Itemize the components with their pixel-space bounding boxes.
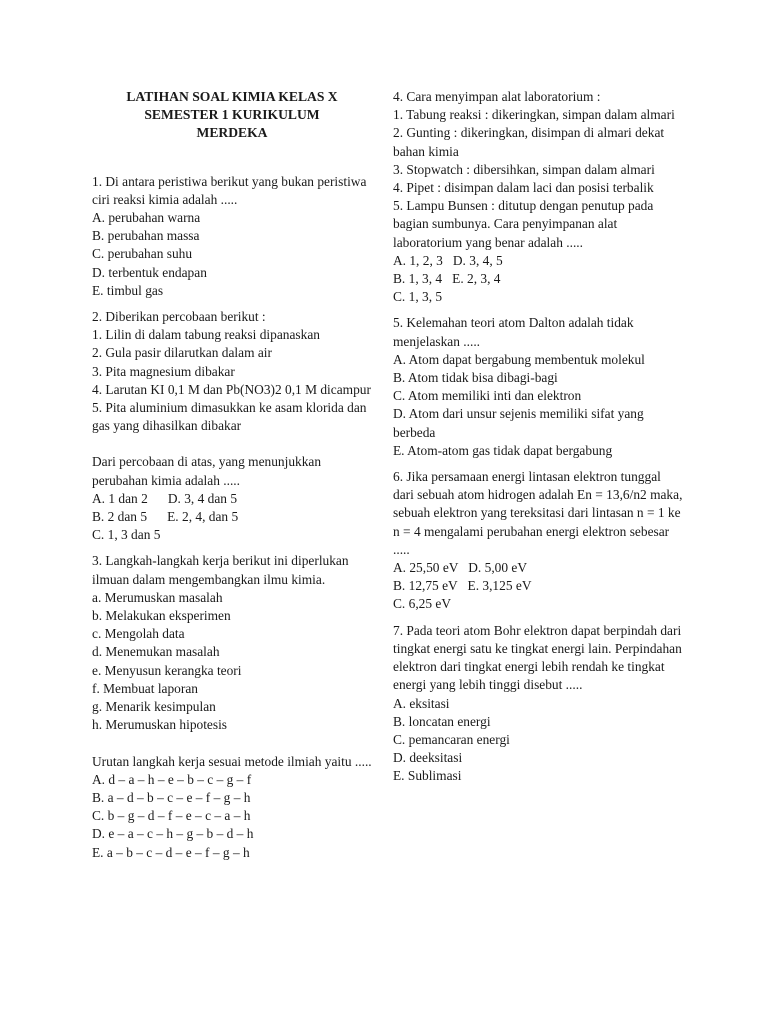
list-item: d. Menemukan masalah	[92, 644, 220, 660]
option: C. perubahan suhu	[92, 246, 193, 262]
title-line-2: SEMESTER 1 KURIKULUM	[144, 107, 320, 123]
option: C. b – g – d – f – e – c – a – h	[92, 808, 251, 824]
option-row: B. 1, 3, 4 E. 2, 3, 4	[393, 271, 501, 287]
question-6	[393, 468, 683, 614]
question-7	[393, 622, 683, 786]
question-6-stem: 6. Jika persamaan energi lintasan elektron tunggal dari sebuah atom hidrogen adalah En = 13,6/n2 maka, sebuah elektron yang tereksitasi dari lintasan n = 1 ke n = 4 mengalami perubahan energi elektron sebesar .....	[393, 469, 683, 557]
question-7-stem: 7. Pada teori atom Bohr elektron dapat berpindah dari tingkat energi satu ke tingkat energi lain. Perpindahan elektron dari tingkat energi lebih rendah ke tingkat energi yang lebih tinggi disebut .....	[393, 622, 682, 693]
question-1	[92, 173, 372, 300]
list-item: 2. Gula pasir dilarutkan dalam air	[92, 345, 272, 361]
list-item: f. Membuat laporan	[92, 680, 198, 696]
question-1-stem: 1. Di antara peristiwa berikut yang bukan peristiwa ciri reaksi kimia adalah .....	[92, 173, 367, 207]
list-item: 4. Larutan KI 0,1 M dan Pb(NO3)2 0,1 M dicampur	[92, 381, 371, 397]
list-item: 3. Pita magnesium dibakar	[92, 363, 235, 379]
list-item: e. Menyusun kerangka teori	[92, 662, 242, 678]
option-row: C. 1, 3 dan 5	[92, 527, 161, 543]
option: A. Atom dapat bergabung membentuk molekul	[393, 351, 645, 367]
left-column	[92, 88, 372, 870]
list-item: 2. Gunting : dikeringkan, disimpan di almari dekat bahan kimia	[393, 125, 665, 159]
title-line-1: LATIHAN SOAL KIMIA KELAS X	[126, 89, 338, 104]
list-item: b. Melakukan eksperimen	[92, 608, 231, 624]
question-3	[92, 552, 372, 861]
list-item: g. Menarik kesimpulan	[92, 699, 216, 715]
right-column	[393, 88, 683, 794]
question-5	[393, 314, 683, 460]
question-5-stem: 5. Kelemahan teori atom Dalton adalah tidak menjelaskan .....	[393, 315, 634, 349]
list-item: 5. Lampu Bunsen : ditutup dengan penutup pada bagian sumbunya. Cara penyimpanan alat laboratorium yang benar adalah .....	[393, 198, 654, 250]
list-item: h. Merumuskan hipotesis	[92, 717, 228, 733]
option: A. eksitasi	[393, 695, 450, 711]
list-item: 1. Tabung reaksi : dikeringkan, simpan dalam almari	[393, 107, 675, 123]
list-item: 1. Lilin di dalam tabung reaksi dipanaskan	[92, 327, 320, 343]
option: C. pemancaran energi	[393, 731, 510, 747]
question-3-prompt: Urutan langkah kerja sesuai metode ilmiah yaitu .....	[92, 753, 372, 769]
option: A. d – a – h – e – b – c – g – f	[92, 771, 252, 787]
option: D. e – a – c – h – g – b – d – h	[92, 826, 254, 842]
question-3-stem: 3. Langkah-langkah kerja berikut ini diperlukan ilmuan dalam mengembangkan ilmu kimia.	[92, 553, 349, 587]
list-item: 3. Stopwatch : dibersihkan, simpan dalam almari	[393, 161, 655, 177]
option: D. Atom dari unsur sejenis memiliki sifat yang berbeda	[393, 406, 644, 440]
question-4-stem: 4. Cara menyimpan alat laboratorium :	[393, 89, 601, 104]
option-row: A. 25,50 eV D. 5,00 eV	[393, 560, 528, 576]
list-item: a. Merumuskan masalah	[92, 589, 223, 605]
title-line-3: MERDEKA	[196, 125, 268, 141]
question-2-stem: 2. Diberikan percobaan berikut :	[92, 309, 266, 325]
option: E. Atom-atom gas tidak dapat bergabung	[393, 442, 613, 458]
option-row: B. 12,75 eV E. 3,125 eV	[393, 578, 532, 594]
option: D. deeksitasi	[393, 750, 463, 766]
option-row: A. 1, 2, 3 D. 3, 4, 5	[393, 252, 503, 268]
option-row: C. 6,25 eV	[393, 596, 452, 612]
option: D. terbentuk endapan	[92, 264, 207, 280]
option: B. perubahan massa	[92, 228, 200, 244]
option: E. timbul gas	[92, 282, 164, 298]
option-row: B. 2 dan 5 E. 2, 4, dan 5	[92, 509, 239, 525]
option: B. Atom tidak bisa dibagi-bagi	[393, 370, 558, 386]
list-item: 4. Pipet : disimpan dalam laci dan posisi terbalik	[393, 180, 654, 196]
option: A. perubahan warna	[92, 210, 201, 226]
question-2	[92, 308, 372, 544]
option: E. a – b – c – d – e – f – g – h	[92, 844, 250, 860]
page-title	[92, 88, 372, 143]
option: B. loncatan energi	[393, 713, 491, 729]
option-row: A. 1 dan 2 D. 3, 4 dan 5	[92, 490, 238, 506]
option-row: C. 1, 3, 5	[393, 289, 443, 305]
question-4	[393, 88, 683, 306]
option: E. Sublimasi	[393, 768, 462, 784]
list-item: c. Mengolah data	[92, 626, 185, 642]
question-2-prompt: Dari percobaan di atas, yang menunjukkan perubahan kimia adalah .....	[92, 454, 322, 488]
list-item: 5. Pita aluminium dimasukkan ke asam klorida dan gas yang dihasilkan dibakar	[92, 400, 367, 434]
option: B. a – d – b – c – e – f – g – h	[92, 789, 251, 805]
option: C. Atom memiliki inti dan elektron	[393, 388, 582, 404]
